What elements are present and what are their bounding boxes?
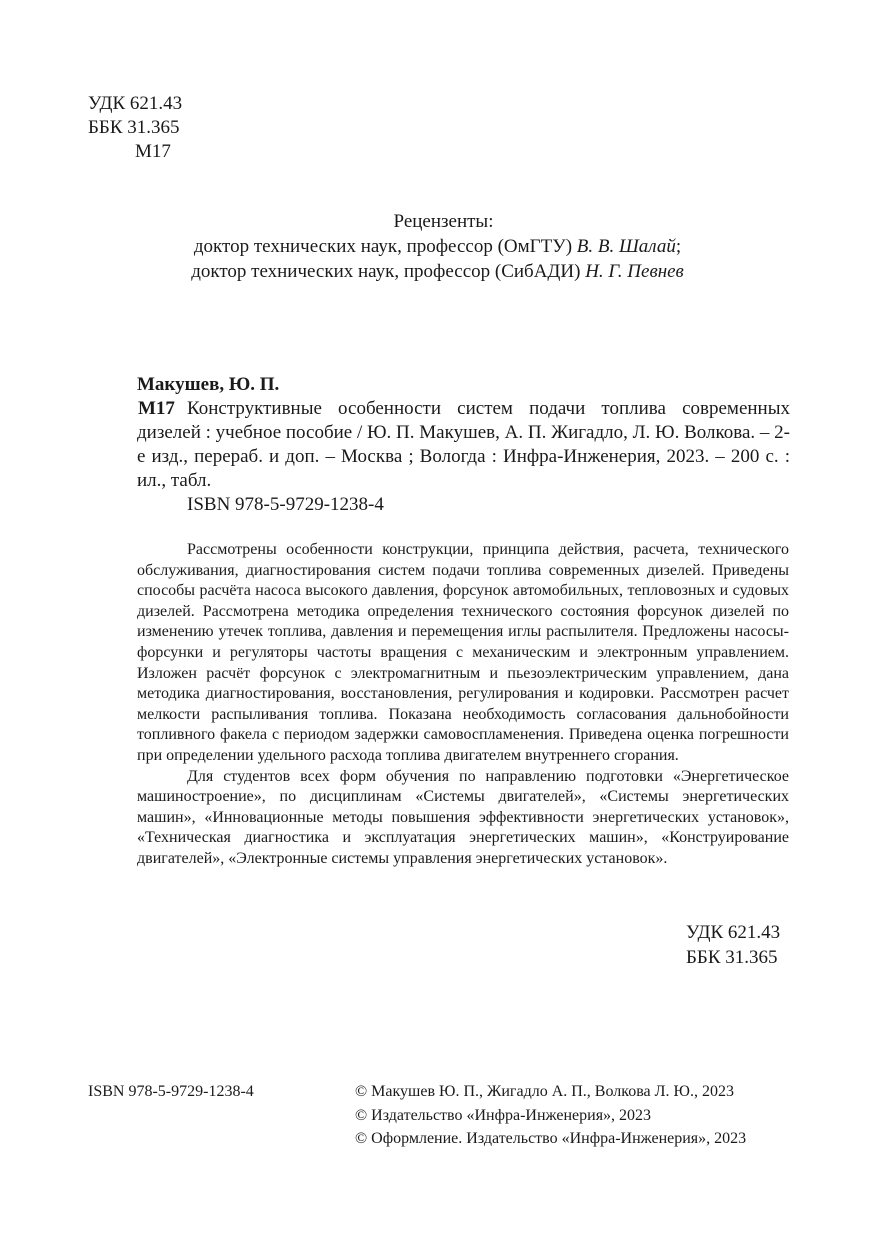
bibliographic-description <box>137 397 790 493</box>
copyright-design: © Оформление. Издательство «Инфра-Инженерия», 2023 <box>355 1130 747 1147</box>
reviewer-1 <box>0 234 875 259</box>
bibliographic-record <box>88 373 790 517</box>
reviewer-2 <box>0 259 875 284</box>
reviewers-block <box>0 209 875 284</box>
header-bbk-code: ББК 31.365 <box>88 117 180 138</box>
copyright-authors: © Макушев Ю. П., Жигадло А. П., Волкова Л. Ю., 2023 <box>355 1083 734 1100</box>
reviewers-title: Рецензенты: <box>393 211 494 232</box>
bibliographic-author-mark: М17 <box>138 398 175 419</box>
reviewer-1-name: В. В. Шалай <box>576 236 676 257</box>
annotation <box>137 540 789 870</box>
author-heading: Макушев, Ю. П. <box>137 374 280 395</box>
header-udk-code: УДК 621.43 <box>88 93 183 114</box>
header-author-mark: М17 <box>135 141 171 162</box>
copyright-block <box>355 1080 746 1151</box>
header-classification-codes <box>88 92 182 164</box>
footer-bbk-code: ББК 31.365 <box>686 947 778 968</box>
annotation-paragraph-2: Для студентов всех форм обучения по направлению подготовки «Энергетическое машиностроение», по дисциплинам «Системы двигателей», «Системы энергетических машин», «Инновационные методы повышения эффективности энергетических установок», «Техническая диагностика и эксплуатация энергетических машин», «Конструирование двигателей», «Электронные системы управления энергетических установок». <box>137 767 789 867</box>
footer-udk-code: УДК 621.43 <box>686 922 781 943</box>
annotation-paragraph-1: Рассмотрены особенности конструкции, принципа действия, расчета, технического обслуживания, диагностирования систем подачи топлива современных дизелей. Приведены способы расчёта насоса высокого давления, форсунок автомобильных, тепловозных и судовых дизелей. Рассмотрена методика определения технического состояния форсунок дизелей по изменению утечек топлива, давления и перемещения иглы распылителя. Предложены насосы-форсунки и регуляторы частоты вращения с механическим и электронным управлением. Изложен расчёт форсунок с электромагнитным и пьезоэлектрическим управлением, дана методика диагностирования, восстановления, регулирования и кодировки. Рассмотрен расчет мелкости распыливания топлива. Показана необходимость согласования дальнобойности топливного факела с периодом задержки самовоспламенения. Приведена оценка погрешности при определении удельного расхода топлива двигателем внутреннего сгорания. <box>137 541 789 764</box>
reviewer-2-role: доктор технических наук, профессор (СибАДИ) <box>191 261 581 282</box>
copyright-publisher: © Издательство «Инфра-Инженерия», 2023 <box>355 1106 652 1124</box>
bibliographic-description-text: Конструктивные особенности систем подачи топлива современных дизелей : учебное пособие / Ю. П. Макушев, А. П. Жигадло, Л. Ю. Волкова. – 2-е изд., перераб. и доп. – Москва ; Вологда : Инфра-Инженерия, 2023. – 200 с. : ил., табл. <box>137 398 790 491</box>
footer-classification-codes <box>686 920 780 970</box>
reviewer-1-end: ; <box>675 236 682 257</box>
bibliographic-isbn: ISBN 978-5-9729-1238-4 <box>187 494 384 515</box>
footer-isbn: ISBN 978-5-9729-1238-4 <box>88 1083 254 1100</box>
reviewer-1-role: доктор технических наук, профессор (ОмГТУ) <box>193 236 573 257</box>
reviewer-2-name: Н. Г. Певнев <box>585 261 684 282</box>
